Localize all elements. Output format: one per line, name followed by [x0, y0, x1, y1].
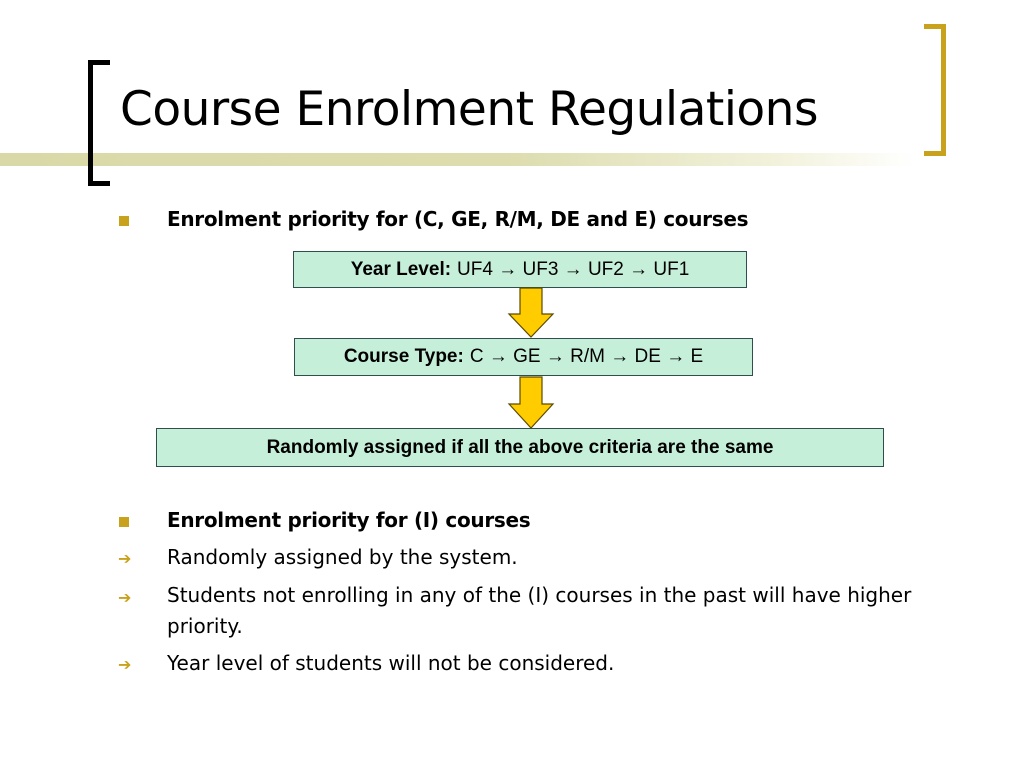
square-bullet-icon	[119, 216, 129, 226]
section2-heading: Enrolment priority for (I) courses	[167, 508, 531, 532]
square-bullet-icon	[119, 517, 129, 527]
down-arrow-icon	[507, 287, 555, 339]
course-type-box	[294, 338, 753, 376]
list-item: Students not enrolling in any of the (I) courses in the past will have higher priority.	[167, 583, 912, 638]
year-level-box	[293, 251, 747, 288]
section1-heading: Enrolment priority for (C, GE, R/M, DE and E) courses	[167, 207, 749, 231]
course-type-label: Course Type:	[343, 346, 464, 367]
list-item: Randomly assigned by the system.	[167, 545, 518, 569]
right-bracket-decoration	[924, 24, 946, 156]
random-assignment-box	[156, 428, 884, 467]
arrow-bullet-icon: ➔	[118, 549, 132, 568]
year-level-label: Year Level:	[350, 258, 452, 280]
random-assignment-text: Randomly assigned if all the above criteria are the same	[266, 436, 774, 458]
course-type-value: C → GE → R/M → DE → E	[469, 346, 704, 367]
down-arrow-icon	[507, 376, 555, 430]
left-bracket-decoration	[88, 60, 110, 186]
title-underline-bar	[0, 153, 915, 166]
arrow-bullet-icon: ➔	[118, 655, 132, 674]
slide-title: Course Enrolment Regulations	[120, 82, 818, 137]
arrow-bullet-icon: ➔	[118, 588, 132, 607]
year-level-value: UF4 → UF3 → UF2 → UF1	[457, 258, 690, 280]
list-item: Year level of students will not be considered.	[167, 651, 615, 675]
